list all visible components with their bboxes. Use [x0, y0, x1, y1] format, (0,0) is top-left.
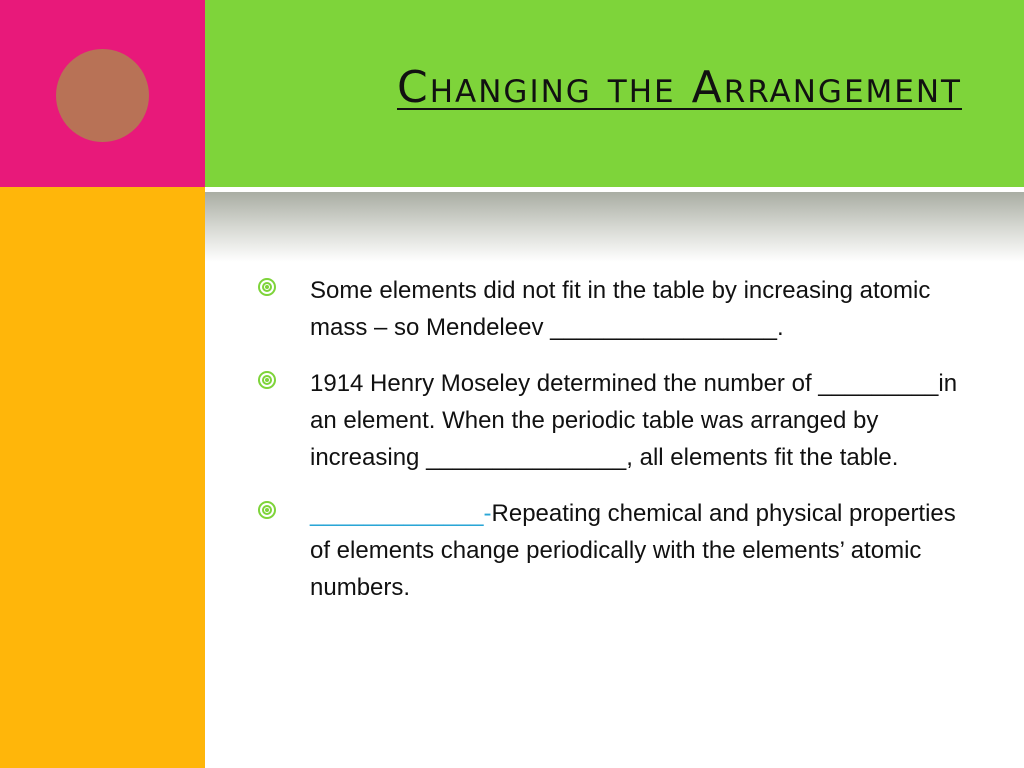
bullet-text: 1914 Henry Moseley determined the number of _________in an element. When the periodic table was arranged by increasing _______________, all elements fit the table.	[310, 370, 958, 471]
bullet-list	[258, 272, 978, 625]
bullet-item-1	[258, 272, 978, 346]
blank-link[interactable]: _____________-	[310, 500, 492, 527]
bullet-item-3	[258, 495, 978, 606]
orange-side-bar	[0, 187, 205, 768]
concentric-circle-bullet-icon	[258, 278, 276, 296]
concentric-circle-bullet-icon	[258, 501, 276, 519]
bullet-text: Some elements did not fit in the table by increasing atomic mass – so Mendeleev _________________.	[310, 277, 931, 341]
bullet-item-2	[258, 365, 978, 476]
gray-gradient-band	[205, 192, 1024, 262]
slide-title: Changing the Arrangement	[397, 62, 962, 113]
concentric-circle-bullet-icon	[258, 371, 276, 389]
bullet-text	[310, 495, 978, 606]
bullet-text-rest: Repeating chemical and physical properties of elements change periodically with the elements’ atomic numbers.	[310, 500, 956, 601]
decorative-circle	[56, 49, 149, 142]
